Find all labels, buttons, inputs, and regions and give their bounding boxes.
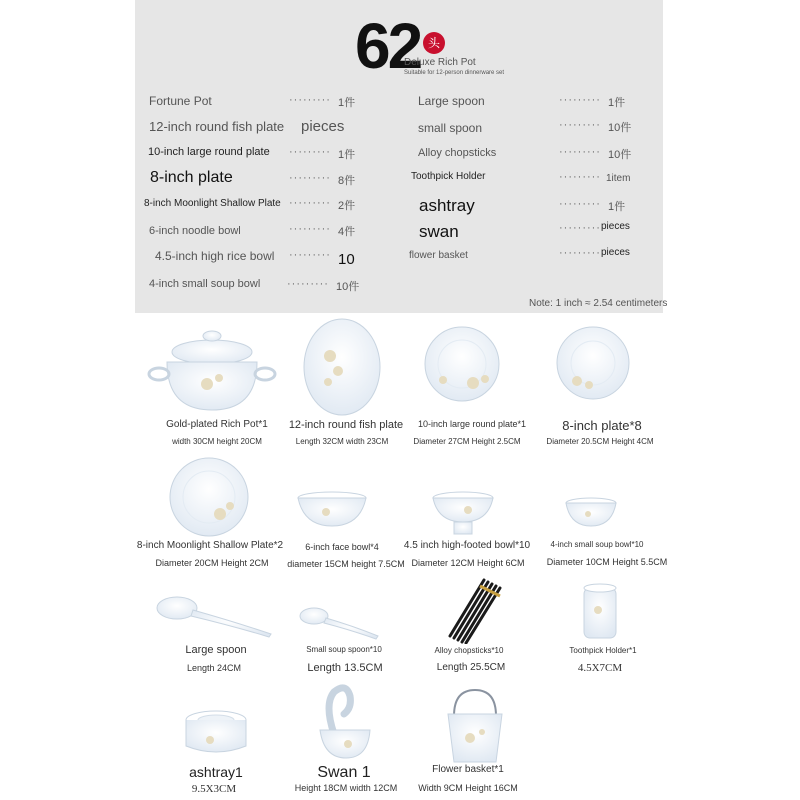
list-item-name: 12-inch round fish plate [149,119,285,134]
leader-dots: ········· [289,223,331,235]
list-item-qty: 1件 [338,97,356,109]
list-item-name: 8-inch Moonlight Shallow Plate [144,198,281,209]
product-dimensions: diameter 15CM height 7.5CM [287,559,405,569]
product-label: Large spoon [185,644,247,656]
leader-dots: ········· [289,94,331,106]
list-item-qty: 2件 [338,200,356,212]
small-soup-spoon-image [298,604,380,640]
product-label: Gold-plated Rich Pot*1 [166,419,268,430]
list-item-qty: pieces [601,221,630,232]
product-label: Flower basket*1 [432,764,504,775]
list-item-name: Large spoon [418,94,485,108]
list-item-name: Toothpick Holder [411,171,486,182]
set-subtitle-small: Suitable for 12-person dinnerware set [404,70,505,76]
eight-inch-plate-image [555,325,631,401]
list-item-qty: 4件 [338,226,356,238]
product-dimensions: Length 32CM width 23CM [295,437,389,446]
product-dimensions: width 30CM height 20CM [172,437,262,446]
product-label: 8-inch plate*8 [562,418,642,433]
product-dimensions: Length 25.5CM [436,662,506,673]
leader-dots: ········· [559,94,601,106]
product-label: Alloy chopsticks*10 [434,646,504,655]
product-dimensions: Diameter 12CM Height 6CM [411,558,525,568]
product-dimensions: 9.5X3CM [191,783,237,795]
leader-dots: ········· [289,172,331,184]
leader-dots: ········· [289,249,331,261]
list-item-qty: 10件 [336,281,360,293]
high-footed-bowl-image [430,490,496,538]
list-item-name: 10-inch large round plate [148,146,270,158]
product-dimensions: 4.5X7CM [577,662,623,674]
product-label: Swan 1 [317,764,371,781]
set-count: 62 [355,10,421,82]
list-item-qty: 10 [338,251,355,268]
list-item-name: 6-inch noodle bowl [149,225,241,237]
unit-note: Note: 1 inch ≈ 2.54 centimeters [529,298,668,309]
list-item-qty: 1件 [608,201,626,213]
fortune-pot-image [147,322,277,414]
list-item-qty: 1item [606,173,631,184]
list-item-qty: 10件 [608,122,632,134]
product-dimensions: Length 13.5CM [307,662,383,674]
ashtray-image [184,708,248,760]
product-label: 10-inch large round plate*1 [417,419,527,429]
seal-badge: 头 [423,32,445,54]
product-label: Small soup spoon*10 [306,645,382,654]
leader-dots: ········· [289,197,331,209]
large-spoon-image [155,594,275,638]
list-item-name: 8-inch plate [150,169,233,186]
face-bowl-image [296,490,368,530]
list-item-qty: 10件 [608,149,632,161]
product-dimensions: Height 18CM width 12CM [294,783,398,793]
list-item-qty: 1件 [338,149,356,161]
product-label: Toothpick Holder*1 [569,646,637,655]
product-label: 8-inch Moonlight Shallow Plate*2 [136,540,284,551]
product-dimensions: Width 9CM Height 16CM [418,783,518,793]
product-dimensions: Diameter 20CM Height 2CM [155,558,269,568]
swan-image [314,684,374,764]
list-item-qty: pieces [601,247,630,258]
small-soup-bowl-image [564,496,618,530]
list-item-qty: pieces [301,118,345,135]
leader-dots: ········· [289,146,331,158]
toothpick-holder-image [578,578,622,642]
list-item-name: 4-inch small soup bowl [149,278,261,290]
large-round-plate-image [423,325,501,403]
list-item-qty: 1件 [608,97,626,109]
list-item-name: Fortune Pot [149,94,212,108]
product-dimensions: Diameter 20.5CM Height 4CM [546,437,654,446]
leader-dots: ········· [559,146,601,158]
product-label: 6-inch face bowl*4 [305,542,379,552]
leader-dots: ········· [287,278,329,290]
leader-dots: ········· [559,198,601,210]
product-label: 12-inch round fish plate [288,419,404,431]
leader-dots: ········· [559,247,601,259]
moonlight-shallow-plate-image [168,456,250,538]
set-subtitle: Deluxe Rich Pot [404,57,476,68]
list-item-name: swan [419,222,459,241]
product-label: 4.5 inch high-footed bowl*10 [403,540,531,551]
flower-basket-image [440,686,510,766]
list-item-name: ashtray [419,196,475,215]
list-item-qty: 8件 [338,175,356,187]
list-item-name: Alloy chopsticks [418,147,497,159]
product-dimensions: Diameter 27CM Height 2.5CM [413,437,521,446]
chopsticks-image [440,574,510,644]
list-item-name: flower basket [409,250,468,261]
leader-dots: ········· [559,222,601,234]
fish-plate-image [300,316,384,418]
product-label: ashtray1 [189,764,243,780]
list-item-name: small spoon [418,121,483,135]
leader-dots: ········· [559,119,601,131]
list-item-name: 4.5-inch high rice bowl [155,249,275,263]
product-dimensions: Diameter 10CM Height 5.5CM [546,557,668,567]
leader-dots: ········· [559,171,601,183]
product-label: 4-inch small soup bowl*10 [550,540,644,549]
product-dimensions: Length 24CM [186,663,242,673]
